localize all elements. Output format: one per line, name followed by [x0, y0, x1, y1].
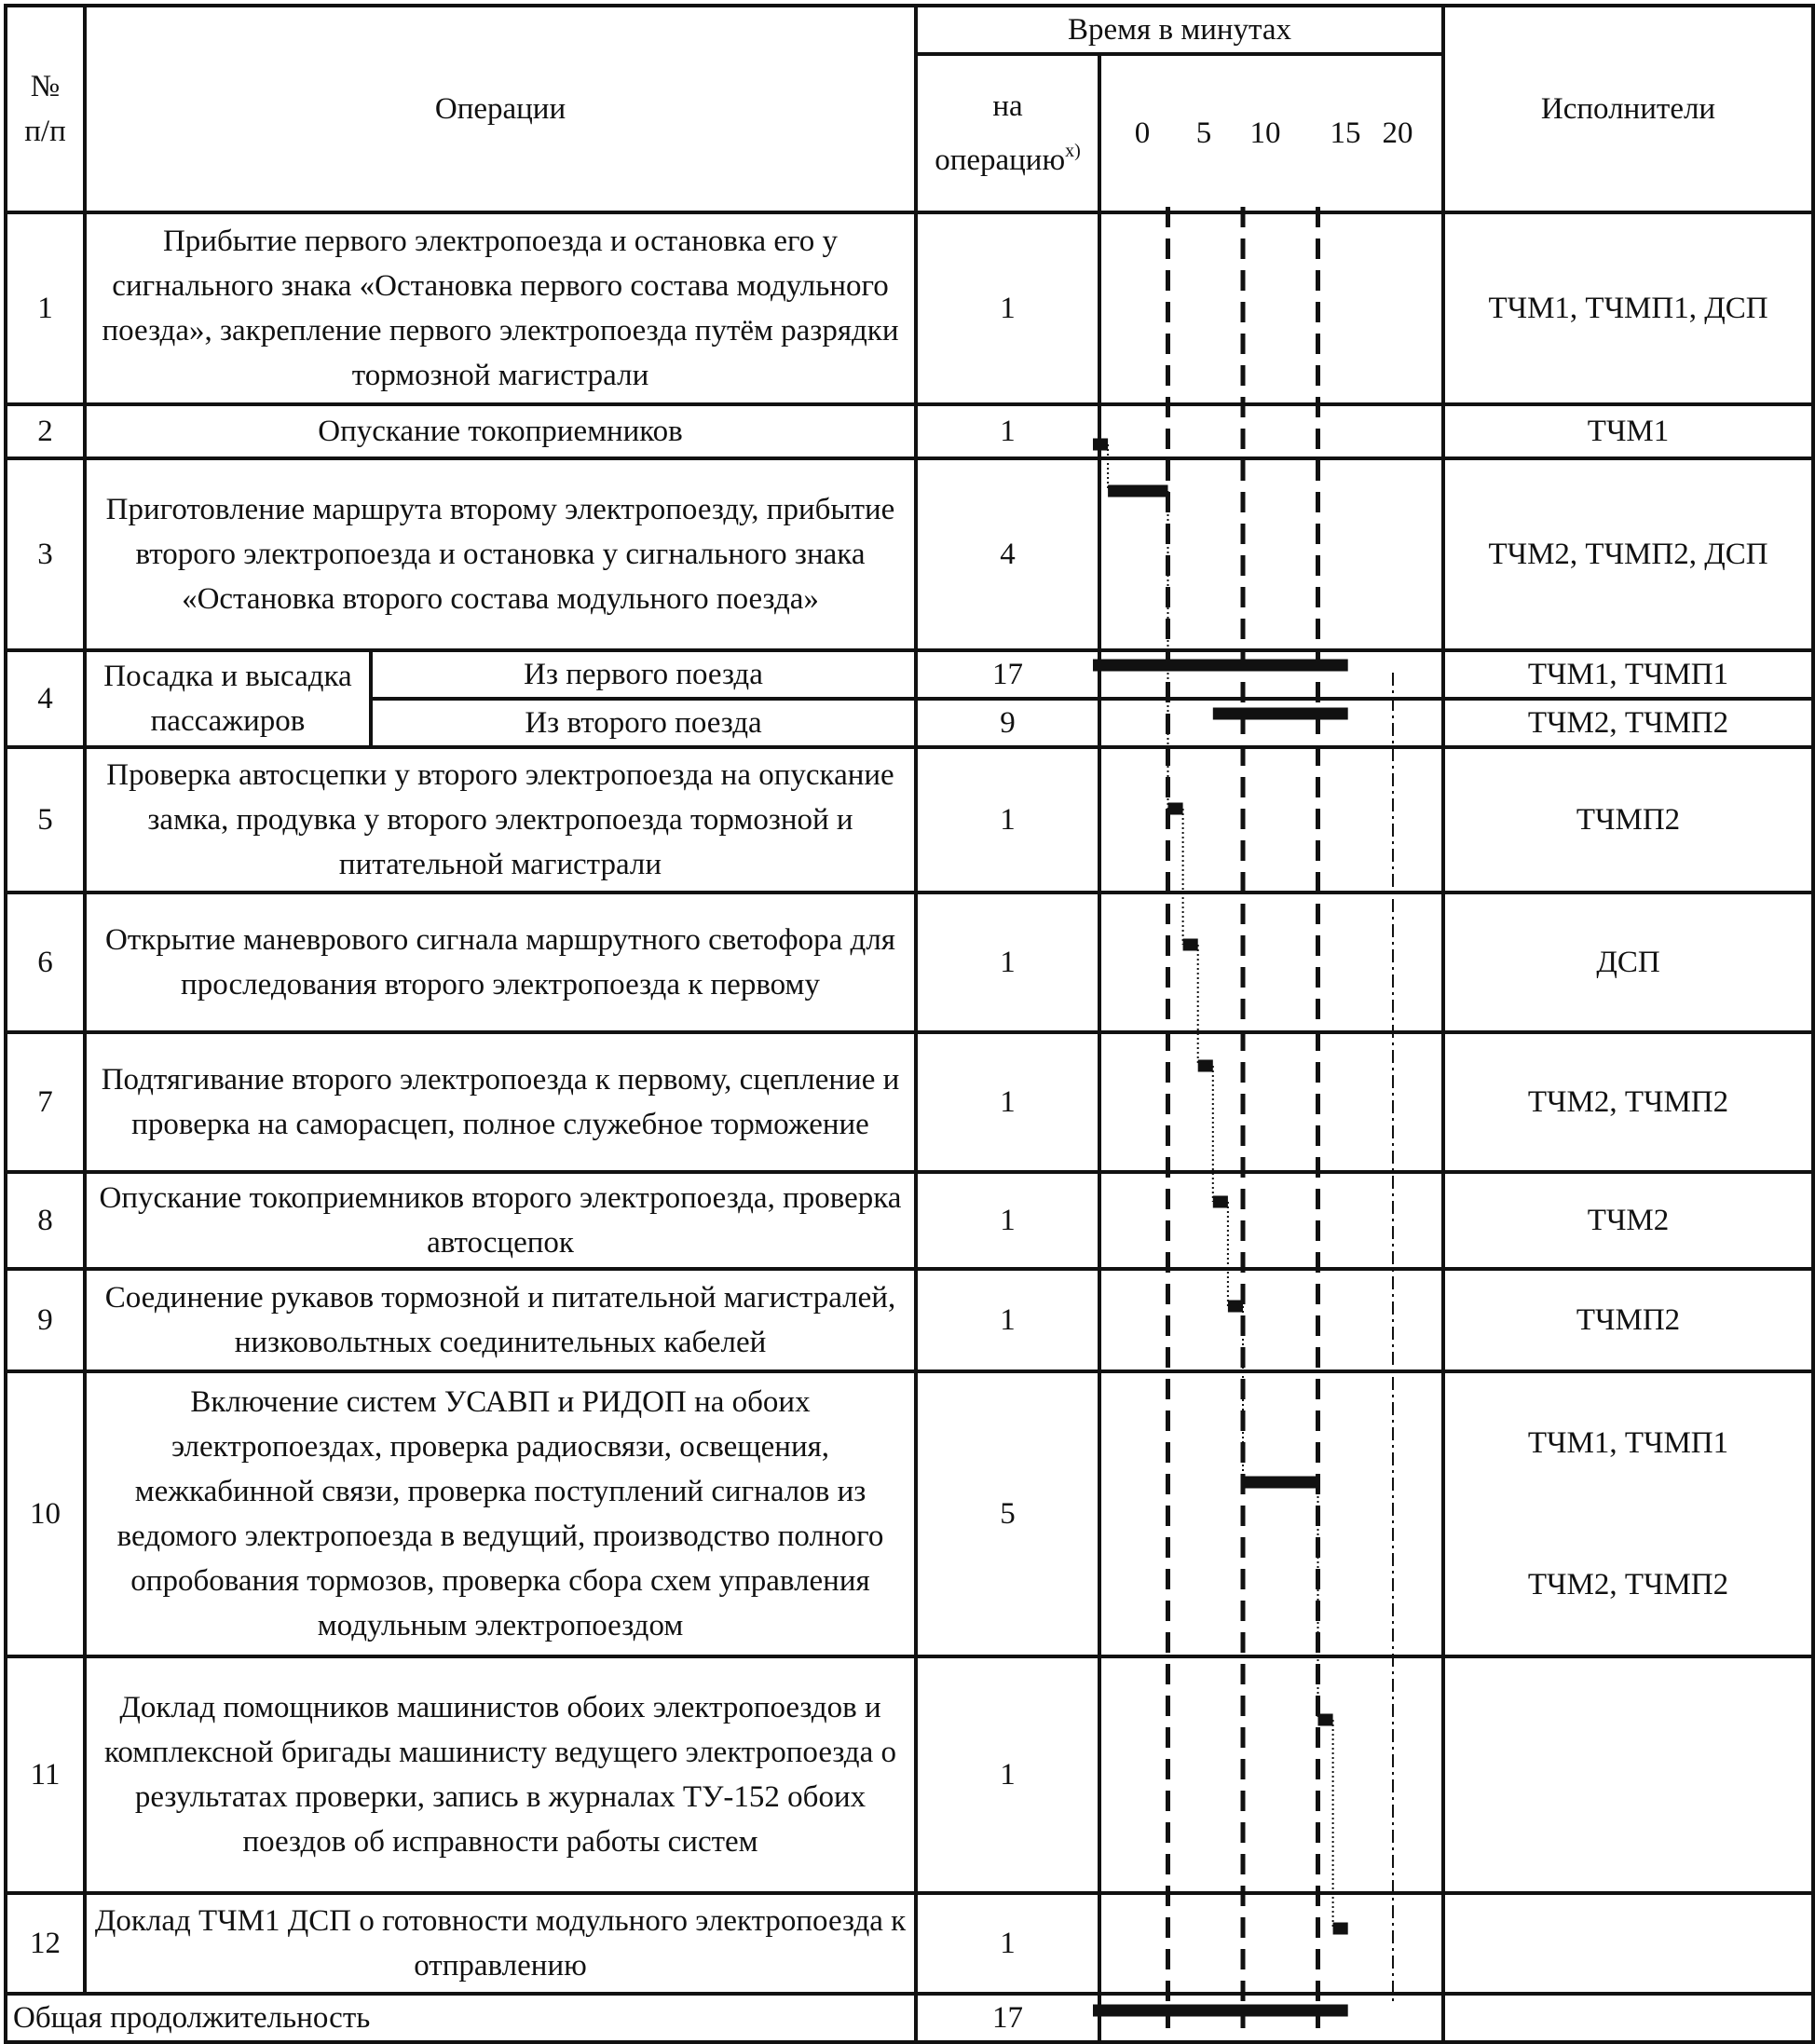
executors: ТЧМ2, ТЧМП2: [1443, 1032, 1813, 1172]
timeline-cell: [1099, 1269, 1443, 1371]
table-row: [6, 1371, 1813, 1656]
timeline-cell: [1099, 1893, 1443, 1994]
executors: ТЧМ2: [1443, 1172, 1813, 1269]
sub-operation-text: Из второго поезда: [371, 699, 916, 747]
table-row: [6, 1269, 1813, 1371]
col-num-header: [6, 6, 85, 212]
total-label: Общая продолжительность: [6, 1994, 916, 2042]
executors: [1443, 1656, 1813, 1893]
table-row: [6, 1032, 1813, 1172]
table-row: [6, 747, 1813, 893]
sub-operation-text: Из первого поезда: [371, 650, 916, 699]
timeline-cell: [1099, 650, 1443, 699]
executors-group-2: ТЧМ2, ТЧМП2: [1527, 1568, 1729, 1601]
per-operation-line2: [923, 129, 1092, 183]
executors: ТЧМ1, ТЧМП1: [1443, 650, 1813, 699]
col-num-header-line2: п/п: [24, 115, 66, 148]
operation-text: Опускание токоприемников второго электропоезда, проверка автосцепок: [85, 1172, 916, 1269]
executors: ТЧМ2, ТЧМП2, ДСП: [1443, 458, 1813, 650]
row-number: 10: [6, 1371, 85, 1656]
tick-label: 15: [1330, 116, 1361, 150]
operation-text: Включение систем УСАВП и РИДОП на обоих электропоездах, проверка радиосвязи, освещения, межкабинной связи, проверка поступлений сигналов из ведомого электропоезда в ведущий, производство полного опробования тормозов, проверка сбора схем управления модульным электропоездом: [85, 1371, 916, 1656]
operation-minutes: 1: [916, 1656, 1099, 1893]
row-number: 6: [6, 893, 85, 1032]
table-row: [6, 893, 1813, 1032]
operation-minutes: 1: [916, 1172, 1099, 1269]
col-time-group-header: Время в минутах: [916, 6, 1443, 54]
executors: ТЧМП2: [1443, 1269, 1813, 1371]
operation-text: Соединение рукавов тормозной и питательной магистралей, низковольтных соединительных кабелей: [85, 1269, 916, 1371]
executors: [1443, 1893, 1813, 1994]
executors-group-1: ТЧМ1, ТЧМП1: [1527, 1426, 1729, 1460]
per-operation-line1: на: [992, 89, 1023, 123]
timeline-cell: [1099, 747, 1443, 893]
table-row: [6, 1172, 1813, 1269]
operation-minutes: 9: [916, 699, 1099, 747]
timeline-cell: [1099, 1371, 1443, 1656]
table-row: [6, 212, 1813, 404]
table-row: [6, 458, 1813, 650]
timeline-cell: [1099, 1032, 1443, 1172]
timeline-cell: [1099, 1172, 1443, 1269]
row-number: 11: [6, 1656, 85, 1893]
total-row: [6, 1994, 1813, 2042]
executors: [1443, 1994, 1813, 2042]
timeline-cell: [1099, 1994, 1443, 2042]
operation-text: Открытие маневрового сигнала маршрутного светофора для проследования второго электропоезда к первому: [85, 893, 916, 1032]
col-operations-header: Операции: [85, 6, 916, 212]
operation-text: Приготовление маршрута второму электропоезду, прибытие второго электропоезда и остановка у сигнального знака «Остановка второго состава модульного поезда»: [85, 458, 916, 650]
header-row-top: [6, 6, 1813, 54]
tick-label: 5: [1195, 116, 1212, 150]
operation-minutes: 1: [916, 212, 1099, 404]
row-number: 8: [6, 1172, 85, 1269]
operation-text: Проверка автосцепки у второго электропоезда на опускание замка, продувка у второго электропоезда тормозной и питательной магистрали: [85, 747, 916, 893]
executors: ТЧМ2, ТЧМП2: [1443, 699, 1813, 747]
table-row: [6, 1656, 1813, 1893]
timeline-cell: [1099, 893, 1443, 1032]
operation-text: Посадка и высадка пассажиров: [85, 650, 371, 747]
col-per-operation-header: [916, 54, 1099, 212]
operation-minutes: 1: [916, 404, 1099, 458]
operation-text: Доклад помощников машинистов обоих электропоездов и комплексной бригады машинисту ведущего электропоезда о результатах проверки, запись в журналах ТУ-152 обоих поездов об исправности работы систем: [85, 1656, 916, 1893]
tick-label: 10: [1249, 116, 1281, 150]
operation-text: Прибытие первого электропоезда и остановка его у сигнального знака «Остановка первого состава модульного поезда», закрепление первого электропоезда путём разрядки тормозной магистрали: [85, 212, 916, 404]
operation-minutes: 1: [916, 747, 1099, 893]
executors: [1443, 1371, 1813, 1656]
operation-minutes: 17: [916, 650, 1099, 699]
time-axis-header: [1099, 54, 1443, 212]
operation-text: Доклад ТЧМ1 ДСП о готовности модульного электропоезда к отправлению: [85, 1893, 916, 1994]
executors: ТЧМ1: [1443, 404, 1813, 458]
tick-label: 0: [1134, 116, 1151, 150]
col-num-header-line1: №: [30, 70, 61, 103]
col-executors-header: Исполнители: [1443, 6, 1813, 212]
total-minutes: 17: [916, 1994, 1099, 2042]
timeline-cell: [1099, 1656, 1443, 1893]
executors: ДСП: [1443, 893, 1813, 1032]
row-number: 5: [6, 747, 85, 893]
table-row: [6, 1893, 1813, 1994]
operation-text: Опускание токоприемников: [85, 404, 916, 458]
executors-split: [1451, 1383, 1806, 1644]
table-row: [6, 650, 1813, 699]
executors: ТЧМП2: [1443, 747, 1813, 893]
row-number: 7: [6, 1032, 85, 1172]
operation-minutes: 1: [916, 1269, 1099, 1371]
table-row: [6, 404, 1813, 458]
operation-minutes: 1: [916, 893, 1099, 1032]
row-number: 4: [6, 650, 85, 747]
row-number: 2: [6, 404, 85, 458]
row-number: 9: [6, 1269, 85, 1371]
timeline-cell: [1099, 212, 1443, 404]
tick-label: 20: [1382, 116, 1413, 150]
per-operation-footnote: x): [1065, 141, 1081, 161]
operation-text: Подтягивание второго электропоезда к первому, сцепление и проверка на саморасцеп, полное служебное торможение: [85, 1032, 916, 1172]
operation-minutes: 1: [916, 1032, 1099, 1172]
executors: ТЧМ1, ТЧМП1, ДСП: [1443, 212, 1813, 404]
operation-minutes: 4: [916, 458, 1099, 650]
row-number: 1: [6, 212, 85, 404]
timeline-cell: [1099, 699, 1443, 747]
timeline-cell: [1099, 458, 1443, 650]
row-number: 12: [6, 1893, 85, 1994]
timeline-cell: [1099, 404, 1443, 458]
operation-minutes: 5: [916, 1371, 1099, 1656]
operations-table: [4, 4, 1815, 2044]
operation-minutes: 1: [916, 1893, 1099, 1994]
per-operation-word: операцию: [935, 143, 1066, 177]
row-number: 3: [6, 458, 85, 650]
time-axis-ticks: [1101, 56, 1441, 211]
